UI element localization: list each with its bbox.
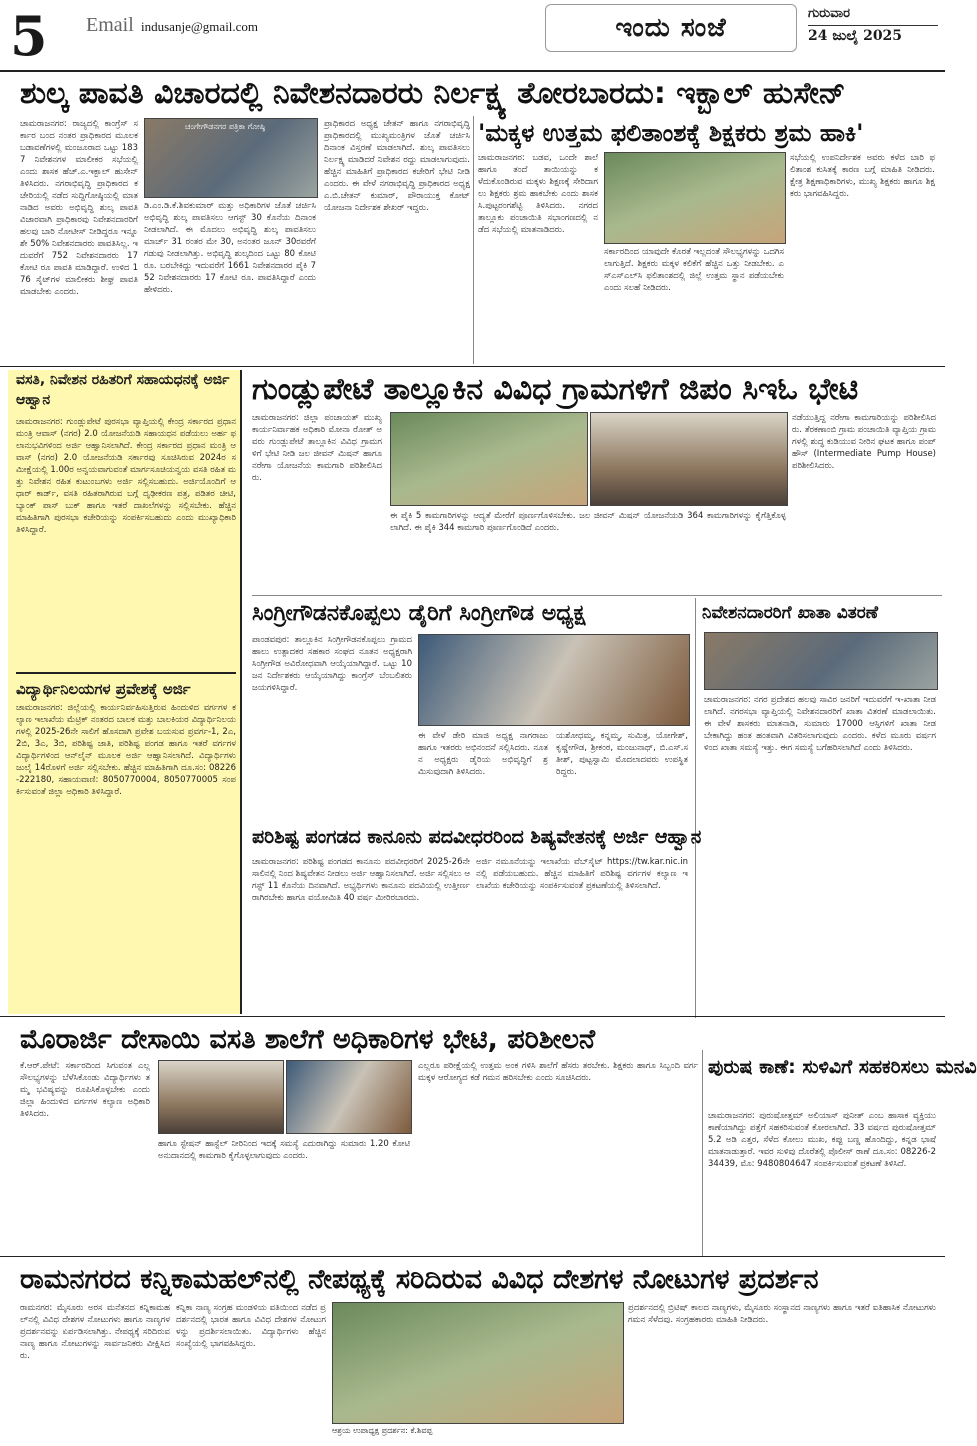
article-school-col1: ಕೆ.ಆರ್.ಪೇಟೆ: ಸರ್ಕಾರದಿಂದ ಸಿಗುವಂತ ಎಲ್ಲ ಸೌಲಭ್ಯಗಳನ್ನು ಬೆಳೆಸಿಕೊಂಡು ವಿದ್ಯಾರ್ಥಿಗಳು ತಮ್ಮ ಭವಿಷ್ಯವನ್ನು ರೂಪಿಸಿಕೊಳ್ಳಬೇಕು ಎಂದು ಜಿಲ್ಲಾ ಹಿಂದುಳಿದ ವರ್ಗಗಳ ಕಲ್ಯಾಣ ಅಧಿಕಾರಿ ತಿಳಿಸಿದರು. [20,1061,150,1119]
issue-date: 24 ಜುಲೈ 2025 [808,25,938,44]
dairy-group-photo [418,634,690,726]
headline-currency-exhibition: ರಾಮನಗರದ ಕನ್ನಿಕಾಮಹಲ್‌ನಲ್ಲಿ ನೇಪಥ್ಯಕ್ಕೆ ಸರಿದಿರುವ ವಿವಿಧ ದೇಶಗಳ ನೋಟುಗಳ ಪ್ರದರ್ಶನ [20,1264,819,1295]
khata-distribution-photo [704,632,938,690]
column-divider-3 [702,1050,703,1256]
press-meet-photo [144,118,318,198]
article-currency-col2: ಕನ್ನಿಕಾ ನಾಣ್ಯ ಸಂಗ್ರಹ ಮಂಡಳಿಯ ವತಿಯಿಂದ ನಡೆದ ಪ್ರದರ್ಶನದಲ್ಲಿ ಭಾರತ ಹಾಗೂ ವಿವಿಧ ದೇಶಗಳ ನೋಟುಗಳನ್ನು ಪ್ರದರ್ಶಿಸಲಾಯಿತು. ವಿದ್ಯಾರ್ಥಿಗಳು ಹೆಚ್ಚಿನ ಸಂಖ್ಯೆಯಲ್ಲಿ ಭಾಗವಹಿಸಿದ್ದರು. [176,1303,326,1349]
headline-fee-payment: ಶುಲ್ಕ ಪಾವತಿ ವಿಚಾರದಲ್ಲಿ ನಿವೇಶನದಾರರು ನಿರ್ಲಕ್ಷ್ಯ ತೋರಬಾರದು: ಇಕ್ಬಾಲ್ ಹುಸೇನ್ [20,76,846,111]
email-address: indusanje@gmail.com [141,19,259,34]
article-currency-col3: ಪ್ರದರ್ಶನದಲ್ಲಿ ಬ್ರಿಟಿಷ್ ಕಾಲದ ನಾಣ್ಯಗಳು, ಮೈಸೂರು ಸಂಸ್ಥಾನದ ನಾಣ್ಯಗಳು ಹಾಗೂ ಇತರೆ ಐತಿಹಾಸಿಕ ನೋಟುಗಳು ಗಮನ ಸೆಳೆದವು. ಸಂಗ್ರಹಕಾರರು ಮಾಹಿತಿ ನೀಡಿದರು. [628,1303,936,1325]
headline-scholarship: ಪರಿಶಿಷ್ಟ ಪಂಗಡದ ಕಾನೂನು ಪದವೀಧರರಿಂದ ಶಿಷ್ಯವೇತನಕ್ಕೆ ಅರ್ಜಿ ಆಹ್ವಾನ [252,826,702,848]
article-fee-col1: ಚಾಮರಾಜನಗರ: ರಾಜ್ಯದಲ್ಲಿ ಕಾಂಗ್ರೆಸ್ ಸರ್ಕಾರ ಬಂದ ನಂತರ ಪ್ರಾಧಿಕಾರದ ಮೂಲಕ ಬಡಾವಣೆಗಳಲ್ಲಿ ಮಂಜೂರಾದ ಒಟ್ಟು 1837 ನಿವೇಶನಗಳ ಮಾಲೀಕರ ಸಭೆಯಲ್ಲಿ ಎಂದು ಶಾಸಕ ಹೆಚ್.ಎ.ಇಕ್ಬಾಲ್ ಹುಸೇನ್ ತಿಳಿಸಿದರು. ನಗರಾಭಿವೃದ್ಧಿ ಪ್ರಾಧಿಕಾರದ ಕಚೇರಿಯಲ್ಲಿ ನಡೆದ ಸುದ್ದಿಗೋಷ್ಠಿಯಲ್ಲಿ ಮಾತನಾಡಿದ ಅವರು ಅಭಿವೃದ್ಧಿ ಶುಲ್ಕ ಪಾವತಿ ವಿಚಾರವಾಗಿ ಪ್ರಾಧಿಕಾರವು ನಿವೇಶನದಾರರಿಗೆ ಹಲವು ಬಾರಿ ನೋಟೀಸ್ ನೀಡಿದ್ದರೂ ಇನ್ನೂ ಶೇ 50% ನಿವೇಶನದಾರರು ಪಾವತಿಸಿಲ್ಲ. ಇದುವರೆಗೆ 752 ನಿವೇಶನದಾರರು 17 ಕೋಟಿ ರೂ ಪಾವತಿ ಮಾಡಿದ್ದಾರೆ. ಉಳಿದ 176 ಸೈಟ್‌ಗಳ ಮಾಲೀಕರು ಶೀಘ್ರ ಪಾವತಿ ಮಾಡಬೇಕು ಎಂದರು. [20,119,138,297]
headline-khata: ನಿವೇಶನದಾರರಿಗೆ ಖಾತಾ ವಿತರಣೆ [702,603,879,623]
notice-housing-title: ವಸತಿ, ನಿವೇಶನ ರಹಿತರಿಗೆ ಸಹಾಯಧನಕ್ಕೆ ಅರ್ಜಿ ಆಹ್ವಾನ [16,372,230,408]
headline-teachers: 'ಮಕ್ಕಳ ಉತ್ತಮ ಫಲಿತಾಂಶಕ್ಕೆ ಶಿಕ್ಷಕರು ಶ್ರಮ ಹಾಕಿ' [478,119,864,147]
headline-morarji-school: ಮೊರಾರ್ಜಿ ದೇಸಾಯಿ ವಸತಿ ಶಾಲೆಗೆ ಅಧಿಕಾರಿಗಳ ಭೇಟಿ, ಪರಿಶೀಲನೆ [20,1024,596,1055]
weekday: ಗುರುವಾರ [808,6,850,21]
article-currency-col1: ರಾಮನಗರ: ಮೈಸೂರು ಅರಸ ಮನೆತನದ ಕನ್ನಿಕಾಮಹಲ್‌ನಲ್ಲಿ ವಿವಿಧ ದೇಶಗಳ ನೋಟುಗಳು ಹಾಗೂ ನಾಣ್ಯಗಳ ಪ್ರದರ್ಶನವನ್ನು ಏರ್ಪಡಿಸಲಾಗಿತ್ತು. ನೇಪಥ್ಯಕ್ಕೆ ಸರಿದಿರುವ ನಾಣ್ಯ ಹಾಗೂ ನೋಟುಗಳನ್ನು ಸಾರ್ವಜನಿಕರು ವೀಕ್ಷಿಸಿದರು. [20,1303,170,1361]
article-ceo-col2: ಈ ಪೈಕಿ 5 ಕಾಮಗಾರಿಗಳನ್ನು ಆದ್ಯತೆ ಮೇರೆಗೆ ಪೂರ್ಣಗೊಳಿಸಬೇಕು. ಜಲ ಜೀವನ್ ಮಿಷನ್ ಯೋಜನೆಯಡಿ 364 ಕಾಮಗಾರಿಗಳನ್ನು ಕೈಗೆತ್ತಿಕೊಳ್ಳಲಾಗಿದೆ. ಈ ಪೈಕಿ 344 ಕಾಮಗಾರಿ ಪೂರ್ಣಗೊಂಡಿದೆ ಎಂದರು. [390,511,786,533]
article-missing-body: ಚಾಮರಾಜನಗರ: ಪುರುಷೋತ್ತಮ್ ಅಲಿಯಾಸ್ ಪುನೀತ್ ಎಂಬ ಹಾಸಾಕ ವ್ಯಕ್ತಿಯು ಕಾಣೆಯಾಗಿದ್ದು ಪತ್ತೆಗೆ ಸಹಕರಿಸುವಂತೆ ಕೋರಲಾಗಿದೆ. 33 ವರ್ಷದ ಪುರುಷೋತ್ತಮ್ 5.2 ಅಡಿ ಎತ್ತರ, ಸೆಳೆದ ಕೋಲು ಮುಖ, ಕಪ್ಪು ಬಣ್ಣ ಹೊಂದಿದ್ದು, ಕನ್ನಡ ಭಾಷೆ ಮಾತನಾಡುತ್ತಾರೆ. ಇವರ ಸುಳಿವು ದೊರೆತಲ್ಲಿ ಪೊಲೀಸ್ ಠಾಣೆ ದೂ.ಸಂ: 08226-234439, ಮೊ: 9480804647 ಸಂಪರ್ಕಿಸುವಂತೆ ಪ್ರಕಟಣೆ ತಿಳಿಸಿದೆ. [708,1111,936,1169]
article-school-col2: ಹಾಗೂ ಸ್ಟೇಷನ್ ಹಾಸ್ಟೆಲ್ ನೀರಿನಿಂದ ಇದಕ್ಕೆ ಸಮಸ್ಯೆ ಎದುರಾಗಿದ್ದು ಸುಮಾರು 1.20 ಕೋಟಿ ಅನುದಾನದಲ್ಲಿ ಕಾಮಗಾರಿ ಕೈಗೊಳ್ಳಲಾಗುವುದು ಎಂದರು. [158,1139,410,1161]
brand-logo [545,4,797,52]
section-rule-4 [0,1256,945,1257]
village-visit-photo-2 [590,412,788,506]
brand-name: ಇಂದು ಸಂಜೆ [615,12,727,43]
headline-ceo-visit: ಗುಂಡ್ಲುಪೇಟೆ ತಾಲ್ಲೂಕಿನ ವಿವಿಧ ಗ್ರಾಮಗಳಿಗೆ ಜಿಪಂ ಸಿಇಓ ಭೇಟಿ [252,372,859,407]
article-dairy-col3: ಯಶೋಧಮ್ಮ, ಕನ್ನಮ್ಮ, ಸುಮಿತ್ರ, ಯೋಗೇಶ್, ಕೃಷ್ಣೇಗೌಡ, ಶ್ರೀಕಂಠ, ಮಂಜುನಾಥ್, ಬಿ.ಎಸ್.ಸತೀಶ್, ಪುಟ್ಟಸ್ವಾಮಿ ಮೊದಲಾದವರು ಉಪಸ್ಥಿತರಿದ್ದರು. [556,731,688,777]
article-scholarship-col2: ಅರ್ಜಿ ನಮೂನೆಯನ್ನು ಇಲಾಖೆಯ ವೆಬ್‌ಸೈಟ್ https://tw.kar.nic.in ನಲ್ಲಿ ಪಡೆಯಬಹುದು. ಹೆಚ್ಚಿನ ಮಾಹಿತಿಗೆ ಪರಿಶಿಷ್ಟ ವರ್ಗಗಳ ಕಲ್ಯಾಣ ಇಲಾಖೆಯ ಕಚೇರಿಯನ್ನು ಸಂಪರ್ಕಿಸುವಂತೆ ಪ್ರಕಟಣೆಯಲ್ಲಿ ತಿಳಿಸಲಾಗಿದೆ. [476,857,688,891]
column-divider-2 [695,598,696,1018]
article-school-col3: ಎಲ್ಲರೂ ಪರೀಕ್ಷೆಯಲ್ಲಿ ಉತ್ತಮ ಅಂಕ ಗಳಿಸಿ ಶಾಲೆಗೆ ಹೆಸರು ತರಬೇಕು. ಶಿಕ್ಷಕರು ಹಾಗೂ ಸಿಬ್ಬಂದಿ ವರ್ಗ ಮಕ್ಕಳ ಆರೋಗ್ಯದ ಕಡೆ ಗಮನ ಹರಿಸಬೇಕು ಎಂದು ಸೂಚಿಸಿದರು. [418,1061,698,1083]
masthead-rule [0,70,945,72]
notice-hostel-title: ವಿದ್ಯಾರ್ಥಿನಿಲಯಗಳ ಪ್ರವೇಶಕ್ಕೆ ಅರ್ಜಿ [16,672,236,700]
email-line [86,14,258,37]
article-khata-body: ಚಾಮರಾಜನಗರ: ನಗರ ಪ್ರದೇಶದ ಹಲವು ಸಾವಿರ ಜನರಿಗೆ ಇದುವರೆಗೆ ಇ-ಖಾತಾ ನೀಡಲಾಗಿದೆ. ನಗರಸಭಾ ವ್ಯಾಪ್ತಿಯಲ್ಲಿ ನಿವೇಶನದಾರರಿಗೆ ಖಾತಾ ವಿತರಣೆ ಮಾಡಲಾಯಿತು. ಈ ವೇಳೆ ಶಾಸಕರು ಮಾತನಾಡಿ, ಸುಮಾರು 17000 ಆಸ್ತಿಗಳಿಗೆ ಖಾತಾ ನೀಡಬೇಕಾಗಿದ್ದು ಹಂತ ಹಂತವಾಗಿ ವಿತರಿಸಲಾಗುವುದು ಎಂದರು. ಕಳೆದ ಮೂರು ವರ್ಷಗಳಿಂದ ಖಾತಾ ಸಮಸ್ಯೆ ಇತ್ತು. ಈಗ ಸಮಸ್ಯೆ ಬಗೆಹರಿಸಲಾಗಿದೆ ಎಂದು ತಿಳಿಸಿದರು. [704,695,936,753]
teachers-meeting-photo [604,152,786,244]
email-label: Email [86,14,134,36]
dateline [808,6,938,44]
section-rule-2 [252,595,942,596]
headline-missing-man: ಪುರುಷ ಕಾಣೆ: ಸುಳಿವಿಗೆ ಸಹಕರಿಸಲು ಮನವಿ [708,1056,977,1078]
school-visit-photo-2 [286,1060,412,1134]
article-ceo-col1: ಚಾಮರಾಜನಗರ: ಜಿಲ್ಲಾ ಪಂಚಾಯತ್ ಮುಖ್ಯ ಕಾರ್ಯನಿರ್ವಾಹಕ ಅಧಿಕಾರಿ ಮೋನಾ ರೋತ್ ಅವರು ಗುಂಡ್ಲುಪೇಟೆ ತಾಲ್ಲೂಕಿನ ವಿವಿಧ ಗ್ರಾಮಗಳಿಗೆ ಭೇಟಿ ನೀಡಿ ಜಲ ಜೀವನ್ ಮಿಷನ್ ಹಾಗೂ ನರೇಗಾ ಯೋಜನೆಯ ಕಾಮಗಾರಿ ಪರಿಶೀಲಿಸಿದರು. [252,413,382,483]
article-dairy-col1: ಪಾಂಡವಪುರ: ತಾಲ್ಲೂಕಿನ ಸಿಂಗ್ರೀಗೌಡನಕೊಪ್ಪಲು ಗ್ರಾಮದ ಹಾಲು ಉತ್ಪಾದಕರ ಸಹಕಾರ ಸಂಘದ ನೂತನ ಅಧ್ಯಕ್ಷರಾಗಿ ಸಿಂಗ್ರೀಗೌಡ ಅವಿರೋಧವಾಗಿ ಆಯ್ಕೆಯಾಗಿದ್ದಾರೆ. ಒಟ್ಟು 10 ಜನ ನಿರ್ದೇಶಕರು ಆಯ್ಕೆಯಾಗಿದ್ದು ಕಾಂಗ್ರೆಸ್ ಬೆಂಬಲಿತರು ಜಯಗಳಿಸಿದ್ದಾರೆ. [252,635,412,693]
article-fee-col2: ಡಿ.ಎಂ.ಡಿ.ಕೆ.ಶಿವಕುಮಾರ್ ಮತ್ತು ಅಧಿಕಾರಿಗಳ ಜೊತೆ ಚರ್ಚಿಸಿ ಅಭಿವೃದ್ಧಿ ಶುಲ್ಕ ಪಾವತಿಸಲು ಆಗಸ್ಟ್ 30 ಕೊನೆಯ ದಿನಾಂಕ ನೀಡಲಾಗಿದೆ. ಈ ಮೊದಲು ಅಭಿವೃದ್ಧಿ ಶುಲ್ಕ ಪಾವತಿಸಲು ಮಾರ್ಚ್ 31 ರಂತರ ಮೇ 30, ಅನಂತರ ಜೂನ್ 30ರವರೆಗೆ ಗಡುವು ನೀಡಲಾಗಿತ್ತು. ಅಭಿವೃದ್ಧಿ ಶುಲ್ಕದಿಂದ ಒಟ್ಟು 80 ಕೋಟಿ ರೂ. ಬರಬೇಕಿದ್ದು ಇದುವರೆಗೆ 1661 ನಿವೇಶನದಾರರ ಪೈಕಿ 752 ನಿವೇಶನದಾರರು 17 ಕೋಟಿ ರೂ. ಪಾವತಿಸಿದ್ದಾರೆ ಎಂದು ಹೇಳಿದರು. [144,201,316,295]
notice-housing-body: ಚಾಮರಾಜನಗರ: ಗುಂಡ್ಲುಪೇಟೆ ಪುರಸಭಾ ವ್ಯಾಪ್ತಿಯಲ್ಲಿ ಕೇಂದ್ರ ಸರ್ಕಾರದ ಪ್ರಧಾನ ಮಂತ್ರಿ ಆವಾಸ್ (ನಗರ) 2.0 ಯೋಜನೆಯಡಿ ಸಹಾಯಧನ ಪಡೆಯಲು ಅರ್ಹ ಫಲಾನುಭವಿಗಳಿಂದ ಅರ್ಜಿ ಆಹ್ವಾನಿಸಲಾಗಿದೆ. ಕೇಂದ್ರ ಸರ್ಕಾರದ ಪ್ರಧಾನ ಮಂತ್ರಿ ಆವಾಸ್ (ನಗರ) 2.0 ಯೋಜನೆಯಡಿ ಸರ್ಕಾರವು ಸೂಚಿಸಿರುವ 2024ರ ಸಮೀಕ್ಷೆಯಲ್ಲಿ 1.00ರ ಅನ್ವಯವಾಗುವಂತೆ ಮಾರ್ಗಸೂಚಿಯನ್ವಯ ವಸತಿ ರಹಿತ ಮತ್ತು ನಿವೇಶನ ರಹಿತ ಕುಟುಂಬಗಳು ಅರ್ಜಿ ಸಲ್ಲಿಸಬಹುದು. ಅರ್ಜಿಯೊಂದಿಗೆ ಆಧಾರ್ ಕಾರ್ಡ್, ವಸತಿ ರಹಿತರಾಗಿರುವ ಬಗ್ಗೆ ದೃಢೀಕರಣ ಪತ್ರ, ಪಡಿತರ ಚೀಟಿ, ಬ್ಯಾಂಕ್ ಪಾಸ್ ಬುಕ್ ಹಾಗೂ ಇತರೆ ದಾಖಲೆಗಳನ್ನು ಸಲ್ಲಿಸಬೇಕು. ಹೆಚ್ಚಿನ ಮಾಹಿತಿಗಾಗಿ ಪುರಸಭಾ ಕಚೇರಿಯನ್ನು ಸಂಪರ್ಕಿಸಬಹುದು ಎಂದು ಮುಖ್ಯಾಧಿಕಾರಿ ತಿಳಿಸಿದ್ದಾರೆ. [16,417,236,535]
exhibition-photo [332,1302,624,1424]
notices-box [8,370,242,1014]
exhibition-caption: ಆಶ್ರಯ ಉಪಾಧ್ಯಕ್ಷ ಪ್ರದರ್ಶನ: ಕೆ.ಶಿವಪ್ಪ [332,1426,433,1435]
article-dairy-col2: ಈ ವೇಳೆ ಡೇರಿ ಮಾಜಿ ಅಧ್ಯಕ್ಷ ನಾಗರಾಜು ಹಾಗೂ ಇತರರು ಅಭಿನಂದನೆ ಸಲ್ಲಿಸಿದರು. ನೂತನ ಅಧ್ಯಕ್ಷರು ಡೈರಿಯ ಅಭಿವೃದ್ಧಿಗೆ ಶ್ರಮಿಸುವುದಾಗಿ ತಿಳಿಸಿದರು. [418,731,548,777]
article-teachers-col3: ಸಭೆಯಲ್ಲಿ ಉಪನಿರ್ದೇಶಕ ಅವರು ಕಳೆದ ಬಾರಿ ಫಲಿತಾಂಶ ಕುಸಿತಕ್ಕೆ ಕಾರಣ ಬಗ್ಗೆ ಮಾಹಿತಿ ನೀಡಿದರು. ಕ್ಷೇತ್ರ ಶಿಕ್ಷಣಾಧಿಕಾರಿಗಳು, ಮುಖ್ಯ ಶಿಕ್ಷಕರು ಹಾಗೂ ಶಿಕ್ಷಕರು ಭಾಗವಹಿಸಿದ್ದರು. [790,153,935,199]
article-fee-col3: ಪ್ರಾಧಿಕಾರದ ಅಧ್ಯಕ್ಷ ಚೇತನ್ ಹಾಗೂ ನಗರಾಭಿವೃದ್ಧಿ ಪ್ರಾಧಿಕಾರದಲ್ಲಿ ಮುಖ್ಯಮಂತ್ರಿಗಳ ಜೊತೆ ಚರ್ಚಿಸಿ ದಿನಾಂಕ ವಿಸ್ತರಣೆ ಮಾಡಲಾಗಿದೆ. ಶುಲ್ಕ ಪಾವತಿಸಲು ನಿರ್ಲಕ್ಷ್ಯ ಮಾಡಿದರೆ ನಿವೇಶನ ರದ್ದು ಮಾಡಲಾಗುವುದು. ಹೆಚ್ಚಿನ ಮಾಹಿತಿಗೆ ಪ್ರಾಧಿಕಾರದ ಕಚೇರಿಗೆ ಭೇಟಿ ನೀಡಿ ಎಂದರು. ಈ ವೇಳೆ ನಗರಾಭಿವೃದ್ಧಿ ಪ್ರಾಧಿಕಾರದ ಅಧ್ಯಕ್ಷ ಎ.ಬಿ.ಚೇತನ್ ಕುಮಾರ್, ಪೌರಾಯುಕ್ತ ಕೋಟ್ ಯೋಜನಾ ನಿರ್ದೇಶಕ ಶೇಖರ್ ಇದ್ದರು. [324,119,470,213]
page-number: 5 [10,4,48,68]
section-rule-3 [0,1016,945,1017]
headline-dairy: ಸಿಂಗ್ರೀಗೌಡನಕೊಪ್ಪಲು ಡೈರಿಗೆ ಸಿಂಗ್ರೀಗೌಡ ಅಧ್ಯಕ್ಷ [252,601,586,626]
article-teachers-col1: ಚಾಮರಾಜನಗರ: ಬಡವ, ಒಂದೇ ಶಾಲೆ ಹಾಗೂ ತಂದೆ ತಾಯಿಯನ್ನು ಕಳೆದುಕೊಂಡಿರುವ ಮಕ್ಕಳು ಶಿಕ್ಷಣಕ್ಕೆ ಸೇರಿದಾಗಲು ಶಿಕ್ಷಕರು ಶ್ರಮ ಹಾಕಬೇಕು ಎಂದು ಶಾಸಕ ಸಿ.ಪುಟ್ಟರಂಗಶೆಟ್ಟಿ ತಿಳಿಸಿದರು. ನಗರದ ತಾಲ್ಲೂಕು ಪಂಚಾಯಿತಿ ಸಭಾಂಗಣದಲ್ಲಿ ನಡೆದ ಸಭೆಯಲ್ಲಿ ಮಾತನಾಡಿದರು. [478,153,598,235]
school-visit-photo-1 [158,1060,284,1134]
article-scholarship-col1: ಚಾಮರಾಜನಗರ: ಪರಿಶಿಷ್ಟ ಪಂಗಡದ ಕಾನೂನು ಪದವೀಧರರಿಗೆ 2025-26ನೇ ಸಾಲಿನಲ್ಲಿ ನಿಂದ ಶಿಷ್ಯವೇತನ ನೀಡಲು ಅರ್ಜಿ ಆಹ್ವಾನಿಸಲಾಗಿದೆ. ಅರ್ಜಿ ಸಲ್ಲಿಸಲು ಆಗಸ್ಟ್ 11 ಕೊನೆಯ ದಿನವಾಗಿದೆ. ಅಭ್ಯರ್ಥಿಗಳು ಕಾನೂನು ಪದವಿಯಲ್ಲಿ ಉತ್ತೀರ್ಣರಾಗಿರಬೇಕು ಹಾಗೂ ವಯೋಮಿತಿ 40 ವರ್ಷ ಮೀರಿರಬಾರದು. [252,857,470,903]
village-visit-photo-1 [390,412,588,506]
notice-hostel-body: ಚಾಮರಾಜನಗರ: ಜಿಲ್ಲೆಯಲ್ಲಿ ಕಾರ್ಯನಿರ್ವಹಿಸುತ್ತಿರುವ ಹಿಂದುಳಿದ ವರ್ಗಗಳ ಕಲ್ಯಾಣ ಇಲಾಖೆಯ ಮೆಟ್ರಿಕ್ ನಂತರದ ಬಾಲಕ ಮತ್ತು ಬಾಲಕಿಯರ ವಿದ್ಯಾರ್ಥಿನಿಲಯಗಳಲ್ಲಿ 2025-26ನೇ ಸಾಲಿಗೆ ಹೊಸದಾಗಿ ಪ್ರವೇಶ ಬಯಸುವ ಪ್ರವರ್ಗ-1, 2ಎ, 2ಬಿ, 3ಎ, 3ಬಿ, ಪರಿಶಿಷ್ಟ ಜಾತಿ, ಪರಿಶಿಷ್ಟ ಪಂಗಡ ಹಾಗೂ ಇತರೆ ವರ್ಗಗಳ ವಿದ್ಯಾರ್ಥಿಗಳಿಂದ ಆನ್‌ಲೈನ್ ಮೂಲಕ ಅರ್ಜಿ ಆಹ್ವಾನಿಸಲಾಗಿದೆ. ವಿದ್ಯಾರ್ಥಿಗಳು ಜುಲೈ 14ರೊಳಗೆ ಅರ್ಜಿ ಸಲ್ಲಿಸಬೇಕು. ಹೆಚ್ಚಿನ ಮಾಹಿತಿಗಾಗಿ ದೂ.ಸಂ: 08226-222180, ಸಹಾಯವಾಣಿ: 8050770004, 8050770005 ಸಂಪರ್ಕಿಸುವಂತೆ ಜಿಲ್ಲಾ ಅಧಿಕಾರಿ ತಿಳಿಸಿದ್ದಾರೆ. [16,703,236,797]
press-meet-caption: ಚಂಗೇಗೌಡನಗರ ಪತ್ರಿಕಾ ಗೋಷ್ಠಿ [185,122,266,131]
section-rule [0,366,945,367]
column-divider [473,116,474,364]
masthead [0,0,945,70]
article-ceo-col3: ನಡೆಯುತ್ತಿದ್ದ ನರೇಗಾ ಕಾಮಗಾರಿಯನ್ನು ಪರಿಶೀಲಿಸಿದರು. ತೆರಕಣಾಂಬಿ ಗ್ರಾಮ ಪಂಚಾಯಿತಿ ವ್ಯಾಪ್ತಿಯ ಗ್ರಾಮಗಳಲ್ಲಿ ಶುದ್ಧ ಕುಡಿಯುವ ನೀರಿನ ಘಟಕ ಹಾಗೂ ಪಂಪ್ ಹೌಸ್ (Intermediate Pump House) ಪರಿಶೀಲಿಸಿದರು. [792,413,936,471]
article-teachers-col2: ಸರ್ಕಾರದಿಂದ ಯಾವುದೇ ಕೊರತೆ ಇಲ್ಲದಂತೆ ಸೌಲಭ್ಯಗಳನ್ನು ಒದಗಿಸಲಾಗುತ್ತಿದೆ. ಶಿಕ್ಷಕರು ಮಕ್ಕಳ ಕಲಿಕೆಗೆ ಹೆಚ್ಚಿನ ಒತ್ತು ನೀಡಬೇಕು. ಎಸ್ಎಸ್ಎಲ್‌ಸಿ ಫಲಿತಾಂಶದಲ್ಲಿ ಜಿಲ್ಲೆ ಉತ್ತಮ ಸ್ಥಾನ ಪಡೆಯಬೇಕು ಎಂದು ಸಲಹೆ ನೀಡಿದರು. [604,247,784,293]
